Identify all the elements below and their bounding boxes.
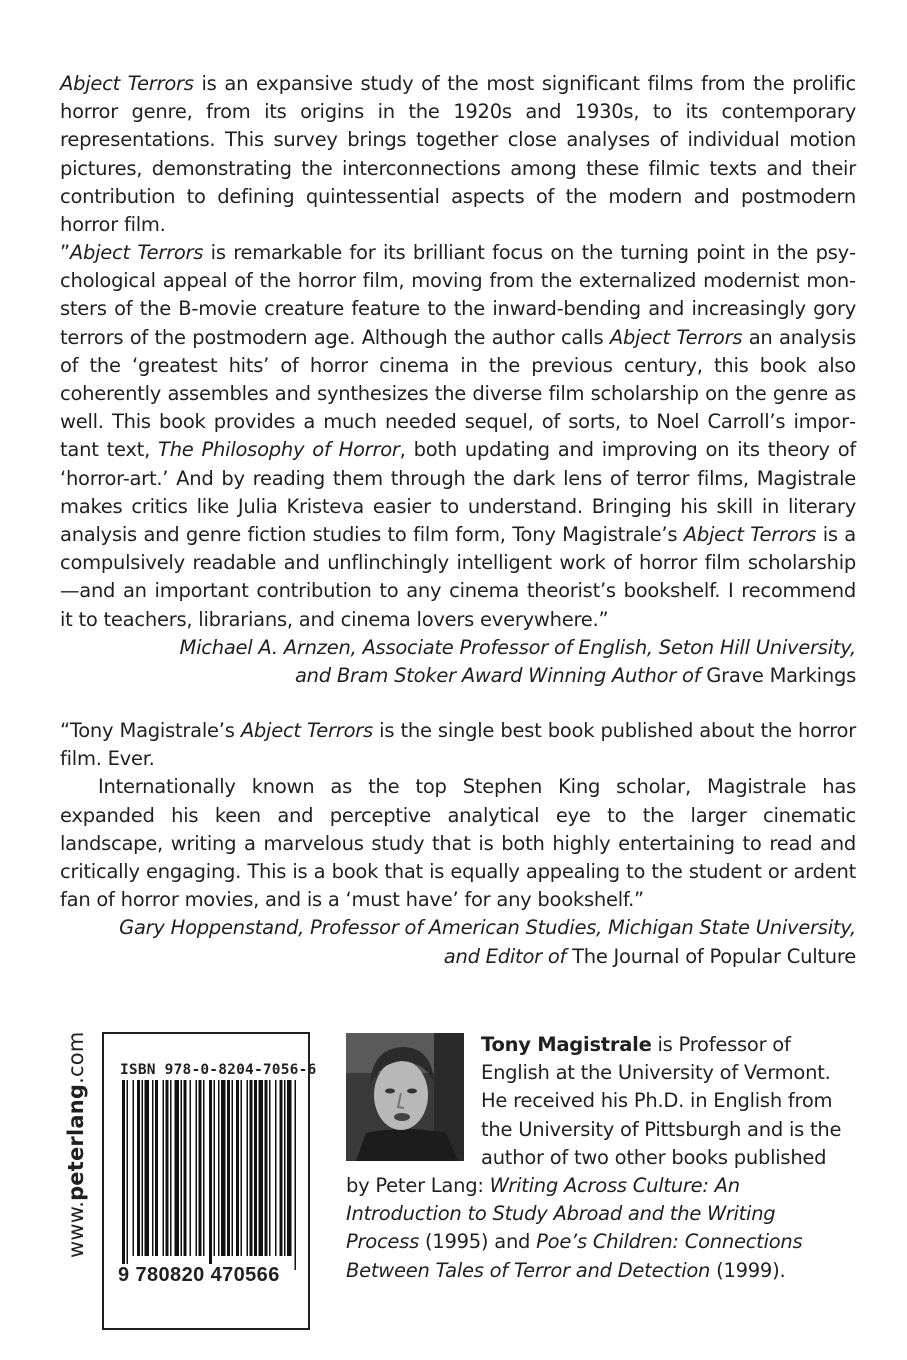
book-title: Abject Terrors (609, 325, 743, 349)
author-bio (346, 1031, 854, 1285)
review-arnzen (60, 239, 856, 690)
barcode-bar (232, 1080, 234, 1256)
referenced-book-title: The Philosophy of Horror (158, 438, 400, 462)
barcode-bar (280, 1080, 283, 1256)
barcode-bar (142, 1080, 144, 1256)
bio-text: (1999). (710, 1258, 786, 1282)
barcode-bar (155, 1080, 158, 1256)
barcode-bar (166, 1080, 169, 1256)
open-quote: ” (60, 241, 70, 264)
barcode-bar (122, 1080, 125, 1270)
barcode-bar (287, 1080, 292, 1256)
barcode-bar (295, 1080, 297, 1270)
book-title: Writing Across Culture: An Introduction to Study Abroad and the Writing Process (346, 1174, 776, 1254)
website-domain: peterlang (64, 1083, 88, 1201)
isbn-barcode (102, 1032, 317, 1330)
barcode-bar (127, 1080, 129, 1270)
barcode-bar (152, 1080, 154, 1256)
barcode-bar (190, 1080, 192, 1256)
barcode-bar (184, 1080, 187, 1256)
isbn-label: ISBN 978-0-8204-7056-6 (120, 1062, 317, 1078)
review-hoppenstand (60, 717, 856, 971)
website-suffix: .com (64, 1031, 88, 1084)
review-text: “Tony Magistrale’s (60, 719, 241, 742)
barcode-bar (227, 1080, 230, 1256)
journal-title: The Journal of Popular Culture (572, 944, 856, 968)
review-text: is a compulsively readable and unflinchingly intelligent work of horror film scholarship—and an important contribution to any cinema theorist’s bookshelf. I recommend it to teachers, librarians, and cinema lovers everywhere.” (60, 523, 856, 631)
barcode-bar (203, 1080, 205, 1256)
barcode-bar (196, 1080, 198, 1256)
bio-text: (1995) and (419, 1230, 537, 1254)
publisher-website[interactable] (64, 1032, 88, 1258)
attribution-line: Michael A. Arnzen, Associate Professor of English, Seton Hill University, (179, 635, 856, 659)
barcode-bar (170, 1080, 172, 1256)
book-description (60, 70, 856, 239)
barcode-bar (209, 1080, 212, 1270)
book-title: Abject Terrors (683, 523, 817, 547)
description-text: is an expansive study of the most significant films from the prolific horror genre, from its origins in the 1920s and 1930s, to its contemporary representations. This survey brings together close analyses of individual motion pictures, demonstrating the interconnections among these filmic texts and their contribution to defining quintessential aspects of the modern and postmodern horror film. (60, 72, 856, 237)
barcode-bar (145, 1080, 150, 1256)
author-name: Tony Magistrale (481, 1033, 652, 1056)
review-text: is remarkable for its brilliant focus on the turning point in the psychological appeal of the horror film, moving from the externalized modernist monsters of the B-movie creature feature to the inward-bending and increasingly gory terrors of the postmodern age. Although the author calls (60, 241, 856, 349)
book-title: Abject Terrors (69, 241, 204, 264)
review-text: , both updating and improving on its theory of ‘horror-art.’ And by reading them through the dark lens of terror films, Magistrale makes critics like Julia Kristeva easier to understand. Bringing his skill in literary analysis and genre fiction studies to film form, Tony Magistrale’s (60, 438, 857, 547)
barcode-bar (254, 1080, 257, 1256)
barcode-bar (241, 1080, 243, 1256)
barcode-bars (116, 1080, 302, 1270)
review-text: Internationally known as the top Stephen King scholar, Magistrale has expanded his keen and perceptive analytical eye to the larger cinematic landscape, writing a marvelous study that is both highly entertaining to read and critically engaging. This is a book that is equally appealing to the student or ardent fan of horror movies, and is a ‘must have’ for any bookshelf.” (60, 775, 856, 912)
barcode-bar (175, 1080, 180, 1256)
attribution-line: Gary Hoppenstand, Professor of American Studies, Michigan State University, (119, 916, 856, 940)
barcode-bar (199, 1080, 202, 1256)
barcode-bar (259, 1080, 264, 1256)
book-title: Abject Terrors (240, 719, 373, 742)
barcode-bar (236, 1080, 239, 1256)
barcode-bar (250, 1080, 253, 1256)
review-attribution (60, 914, 856, 970)
book-title: Poe’s Children: Connections Between Tales of Terror and Detection (346, 1230, 803, 1282)
barcode-bar (214, 1080, 216, 1256)
book-title: Abject Terrors (60, 72, 194, 95)
barcode-bar (284, 1080, 286, 1256)
attribution-line: and Bram Stoker Award Winning Author of (294, 664, 707, 688)
barcode-bar (269, 1080, 271, 1256)
barcode-bar (133, 1080, 135, 1256)
barcode-bar (275, 1080, 277, 1256)
barcode-bar (221, 1080, 226, 1256)
bio-text: is Professor of English at the University of Vermont. He received his Ph.D. in English from the University of Pittsburgh and is the author of two other books published by Peter Lang: (346, 1033, 842, 1198)
review-text: is the single best book published about the horror film. Ever. (60, 719, 856, 771)
barcode-bar (218, 1080, 220, 1256)
review-attribution (60, 634, 856, 690)
barcode-bar (265, 1080, 268, 1256)
barcode-bar (163, 1080, 165, 1256)
review-text: an analysis of the ‘greatest hits’ of horror cinema in the previous century, this book also coherently assembles and synthesizes the diverse film scholarship on the genre as well. This book provides a much needed sequel, of sorts, to Noel Carroll’s important text, (60, 325, 856, 462)
attribution-line: and Editor of (443, 944, 573, 968)
referenced-book-title: Grave Markings (706, 664, 856, 688)
barcode-bar (247, 1080, 249, 1256)
barcode-bar (181, 1080, 183, 1256)
website-prefix: www. (64, 1200, 88, 1258)
barcode-bar (137, 1080, 140, 1256)
isbn-digits: 9 780820 470566 (118, 1264, 280, 1286)
